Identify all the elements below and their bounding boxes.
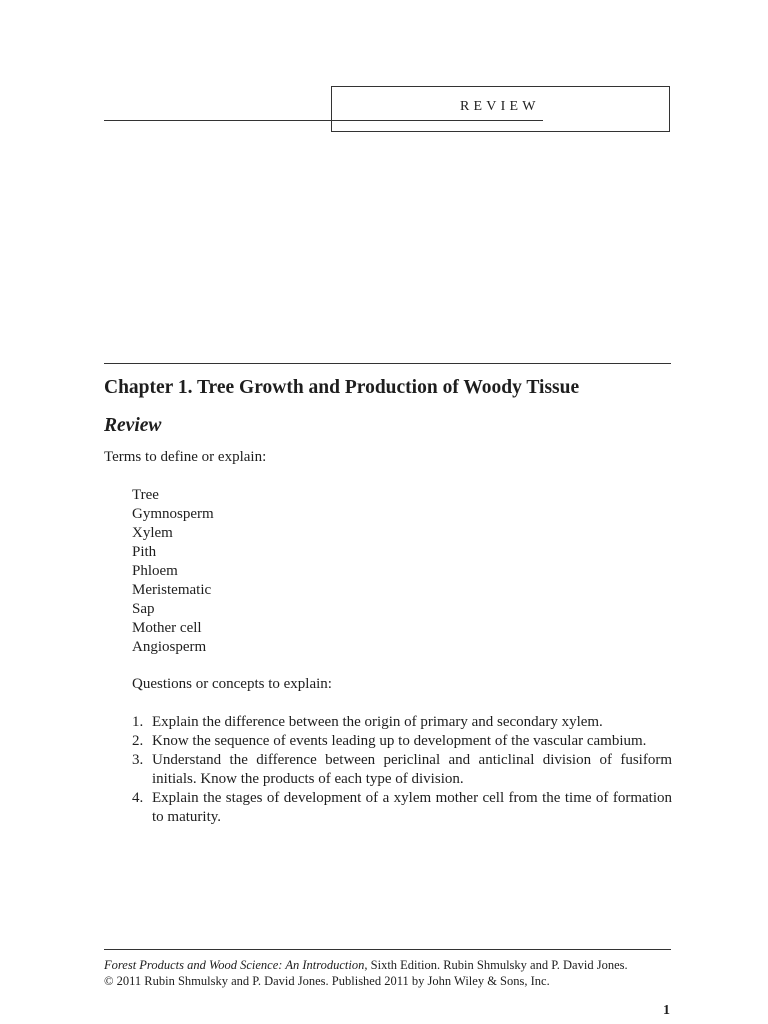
book-title: Forest Products and Wood Science: An Introduction <box>104 958 365 972</box>
questions-list <box>132 713 672 827</box>
term-item: Sap <box>132 601 155 617</box>
chapter-rule <box>104 363 671 364</box>
header-rule <box>104 120 332 121</box>
question-item <box>132 789 672 827</box>
term-item: Tree <box>132 487 159 503</box>
terms-list <box>132 486 214 657</box>
terms-intro: Terms to define or explain: <box>104 449 267 465</box>
footer-line-1 <box>104 957 671 973</box>
term-item: Meristematic <box>132 582 212 598</box>
question-item <box>132 713 672 732</box>
question-text: Know the sequence of events leading up to development of the vascular cambium. <box>152 733 647 749</box>
questions-intro: Questions or concepts to explain: <box>132 676 332 692</box>
footer-rule <box>104 949 671 950</box>
page-number: 1 <box>663 1003 670 1018</box>
term-item: Mother cell <box>132 620 202 636</box>
question-text: Explain the stages of development of a xylem mother cell from the time of formation to maturity. <box>152 790 672 825</box>
term-item: Pith <box>132 544 157 560</box>
footer-line-2: © 2011 Rubin Shmulsky and P. David Jones. Published 2011 by John Wiley & Sons, Inc. <box>104 974 550 988</box>
question-number: 4. <box>132 790 144 806</box>
chapter-title: Chapter 1. Tree Growth and Production of Woody Tissue <box>104 377 580 398</box>
question-text: Explain the difference between the origin of primary and secondary xylem. <box>152 714 603 730</box>
term-item: Phloem <box>132 563 178 579</box>
question-item <box>132 751 672 789</box>
term-item: Xylem <box>132 525 173 541</box>
footer-citation <box>104 957 671 989</box>
header-underline <box>331 120 543 121</box>
term-item: Gymnosperm <box>132 506 214 522</box>
edition-info: , Sixth Edition. Rubin Shmulsky and P. David Jones. <box>364 958 628 972</box>
review-heading: Review <box>104 415 162 436</box>
question-item <box>132 732 672 751</box>
question-text: Understand the difference between periclinal and anticlinal division of fusiform initials. Know the products of each type of division. <box>152 752 672 787</box>
question-number: 3. <box>132 752 144 768</box>
question-number: 2. <box>132 733 144 749</box>
running-header: REVIEW <box>460 99 540 114</box>
term-item: Angiosperm <box>132 639 207 655</box>
question-number: 1. <box>132 714 144 730</box>
